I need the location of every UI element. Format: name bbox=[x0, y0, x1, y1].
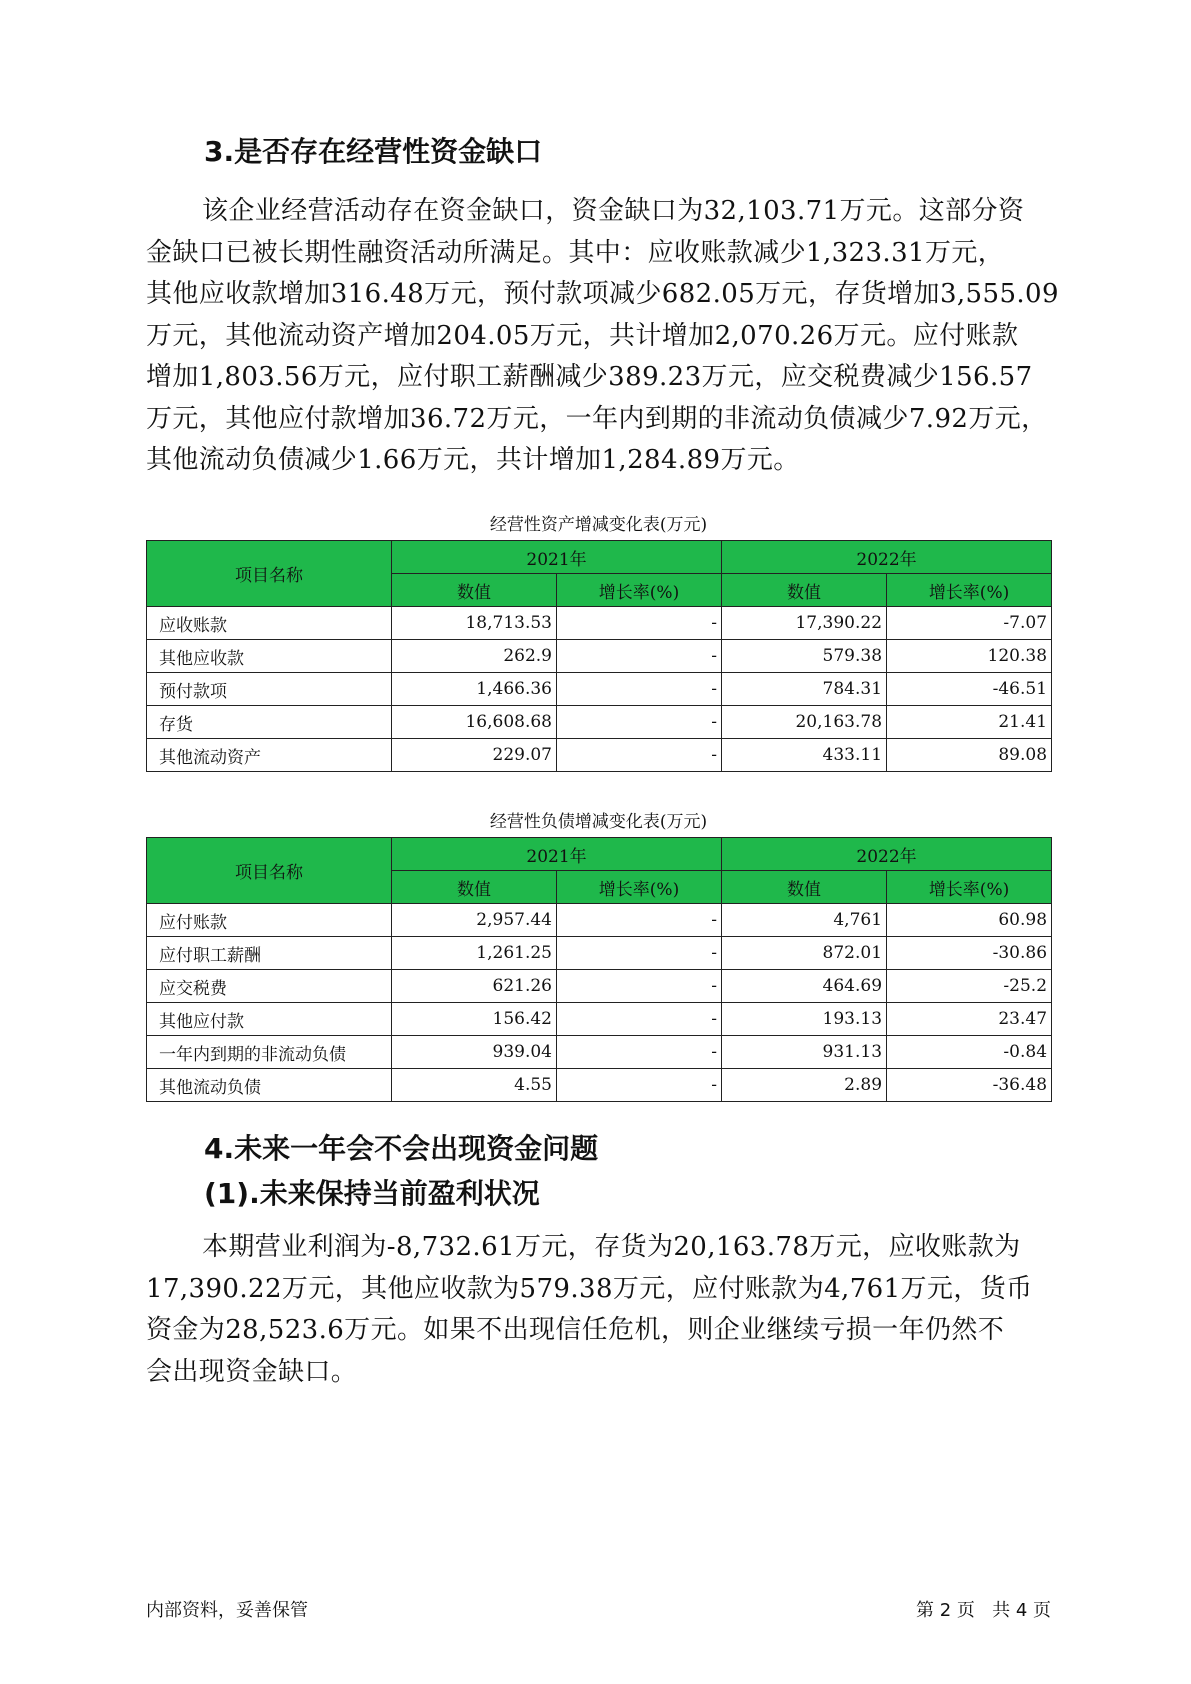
header-value: 数值 bbox=[722, 574, 887, 607]
footer-confidential-note: 内部资料，妥善保管 bbox=[146, 1600, 308, 1621]
row-name: 预付款项 bbox=[147, 673, 392, 706]
paragraph-line: 资金为28,523.6万元。如果不出现信任危机，则企业继续亏损一年仍然不 bbox=[146, 1315, 1005, 1345]
value-2021: 1,466.36 bbox=[392, 673, 557, 706]
value-2022: 4,761 bbox=[722, 904, 887, 937]
header-year-2021: 2021年 bbox=[392, 541, 722, 574]
table-row bbox=[147, 937, 1052, 970]
value-2021: 18,713.53 bbox=[392, 607, 557, 640]
table-row bbox=[147, 706, 1052, 739]
value-2022: 433.11 bbox=[722, 739, 887, 772]
value-2021: 262.9 bbox=[392, 640, 557, 673]
growth-2022: 120.38 bbox=[887, 640, 1052, 673]
table-row bbox=[147, 1036, 1052, 1069]
paragraph-line: 金缺口已被长期性融资活动所满足。其中：应收账款减少1,323.31万元， bbox=[146, 237, 1005, 268]
growth-2021: - bbox=[557, 607, 722, 640]
row-name: 其他应付款 bbox=[147, 1003, 392, 1036]
growth-2021: - bbox=[557, 739, 722, 772]
row-name: 应收账款 bbox=[147, 607, 392, 640]
header-growth-rate: 增长率(%) bbox=[887, 574, 1052, 607]
growth-2021: - bbox=[557, 1036, 722, 1069]
value-2022: 2.89 bbox=[722, 1069, 887, 1102]
header-year-2022: 2022年 bbox=[722, 838, 1052, 871]
growth-2022: -7.07 bbox=[887, 607, 1052, 640]
growth-2022: 23.47 bbox=[887, 1003, 1052, 1036]
growth-2021: - bbox=[557, 706, 722, 739]
row-name: 存货 bbox=[147, 706, 392, 739]
header-value: 数值 bbox=[392, 871, 557, 904]
value-2021: 16,608.68 bbox=[392, 706, 557, 739]
table-row bbox=[147, 904, 1052, 937]
value-2021: 1,261.25 bbox=[392, 937, 557, 970]
value-2021: 156.42 bbox=[392, 1003, 557, 1036]
growth-2022: -36.48 bbox=[887, 1069, 1052, 1102]
table-row bbox=[147, 739, 1052, 772]
value-2022: 784.31 bbox=[722, 673, 887, 706]
section-4-subheading: (1).未来保持当前盈利状况 bbox=[204, 1177, 540, 1210]
paragraph-line: 增加1,803.56万元，应付职工薪酬减少389.23万元，应交税费减少156.57 bbox=[146, 362, 1033, 392]
growth-2021: - bbox=[557, 937, 722, 970]
footer-page-number: 第 2 页 共 4 页 bbox=[916, 1600, 1051, 1621]
header-growth-rate: 增长率(%) bbox=[557, 871, 722, 904]
liability-table-caption: 经营性负债增减变化表(万元) bbox=[489, 812, 708, 832]
paragraph-line: 17,390.22万元，其他应收款为579.38万元，应付账款为4,761万元，货币 bbox=[146, 1273, 1033, 1304]
growth-2021: - bbox=[557, 970, 722, 1003]
paragraph-line: 该企业经营活动存在资金缺口，资金缺口为32,103.71万元。这部分资 bbox=[202, 196, 1025, 226]
growth-2021: - bbox=[557, 673, 722, 706]
value-2021: 621.26 bbox=[392, 970, 557, 1003]
table-row bbox=[147, 970, 1052, 1003]
growth-2022: -25.2 bbox=[887, 970, 1052, 1003]
header-value: 数值 bbox=[722, 871, 887, 904]
row-name: 其他流动资产 bbox=[147, 739, 392, 772]
header-item-name: 项目名称 bbox=[147, 838, 392, 904]
value-2021: 4.55 bbox=[392, 1069, 557, 1102]
growth-2022: -30.86 bbox=[887, 937, 1052, 970]
table-row bbox=[147, 673, 1052, 706]
table-row bbox=[147, 607, 1052, 640]
table-row bbox=[147, 640, 1052, 673]
growth-2022: -46.51 bbox=[887, 673, 1052, 706]
growth-2022: -0.84 bbox=[887, 1036, 1052, 1069]
section-3-heading: 3.是否存在经营性资金缺口 bbox=[204, 135, 543, 168]
value-2022: 931.13 bbox=[722, 1036, 887, 1069]
header-growth-rate: 增长率(%) bbox=[887, 871, 1052, 904]
row-name: 应交税费 bbox=[147, 970, 392, 1003]
value-2021: 2,957.44 bbox=[392, 904, 557, 937]
section-4-heading: 4.未来一年会不会出现资金问题 bbox=[204, 1132, 599, 1165]
value-2022: 17,390.22 bbox=[722, 607, 887, 640]
header-year-2021: 2021年 bbox=[392, 838, 722, 871]
header-growth-rate: 增长率(%) bbox=[557, 574, 722, 607]
row-name: 其他应收款 bbox=[147, 640, 392, 673]
row-name: 一年内到期的非流动负债 bbox=[147, 1036, 392, 1069]
table-row bbox=[147, 1003, 1052, 1036]
paragraph-line: 其他流动负债减少1.66万元，共计增加1,284.89万元。 bbox=[146, 445, 800, 475]
row-name: 其他流动负债 bbox=[147, 1069, 392, 1102]
growth-2022: 21.41 bbox=[887, 706, 1052, 739]
growth-2021: - bbox=[557, 1069, 722, 1102]
section-4-paragraph bbox=[146, 1227, 1051, 1393]
value-2022: 193.13 bbox=[722, 1003, 887, 1036]
liability-change-table bbox=[146, 837, 1052, 1102]
growth-2021: - bbox=[557, 640, 722, 673]
table-row bbox=[147, 1069, 1052, 1102]
growth-2022: 89.08 bbox=[887, 739, 1052, 772]
section-3-paragraph bbox=[146, 191, 1059, 482]
header-value: 数值 bbox=[392, 574, 557, 607]
growth-2022: 60.98 bbox=[887, 904, 1052, 937]
header-item-name: 项目名称 bbox=[147, 541, 392, 607]
row-name: 应付职工薪酬 bbox=[147, 937, 392, 970]
growth-2021: - bbox=[557, 904, 722, 937]
value-2022: 20,163.78 bbox=[722, 706, 887, 739]
paragraph-line: 本期营业利润为-8,732.61万元，存货为20,163.78万元，应收账款为 bbox=[202, 1232, 1021, 1262]
growth-2021: - bbox=[557, 1003, 722, 1036]
paragraph-line: 万元，其他流动资产增加204.05万元，共计增加2,070.26万元。应付账款 bbox=[146, 320, 1019, 351]
header-year-2022: 2022年 bbox=[722, 541, 1052, 574]
value-2021: 229.07 bbox=[392, 739, 557, 772]
paragraph-line: 万元，其他应付款增加36.72万元，一年内到期的非流动负债减少7.92万元， bbox=[146, 403, 1048, 434]
value-2022: 464.69 bbox=[722, 970, 887, 1003]
paragraph-line: 会出现资金缺口。 bbox=[146, 1356, 358, 1387]
value-2021: 939.04 bbox=[392, 1036, 557, 1069]
value-2022: 579.38 bbox=[722, 640, 887, 673]
row-name: 应付账款 bbox=[147, 904, 392, 937]
asset-table-caption: 经营性资产增减变化表(万元) bbox=[489, 515, 708, 535]
value-2022: 872.01 bbox=[722, 937, 887, 970]
paragraph-line: 其他应收款增加316.48万元，预付款项减少682.05万元，存货增加3,555.09 bbox=[146, 279, 1059, 309]
asset-change-table bbox=[146, 540, 1052, 772]
